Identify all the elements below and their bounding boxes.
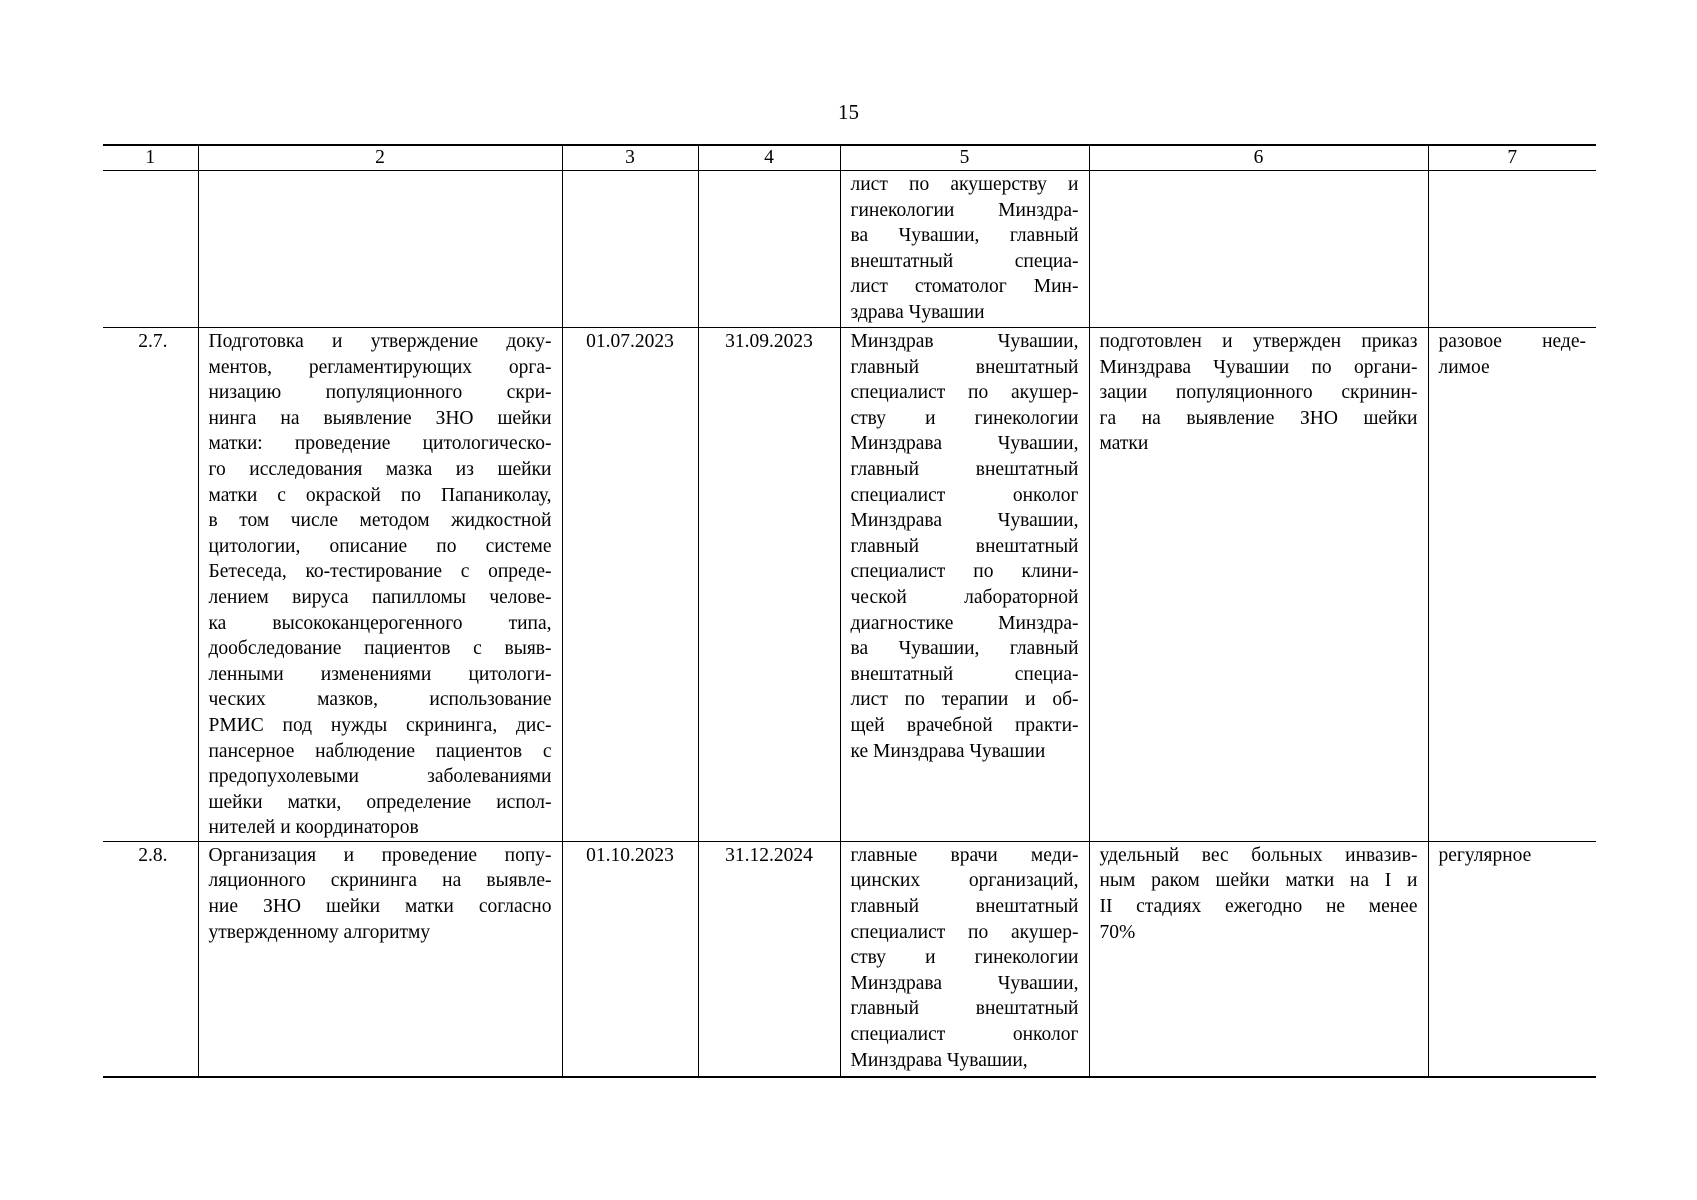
cell-line: предопухолевыми заболеваниями <box>208 766 552 788</box>
column-number: 5 <box>840 145 1089 171</box>
column-number: 3 <box>562 145 698 171</box>
column-number: 4 <box>698 145 840 171</box>
cell-line: Минздрава Чувашии, <box>850 433 1079 455</box>
end-date-cell <box>698 841 840 1077</box>
type-cell <box>1428 328 1596 842</box>
cell-line: Бетеседа, ко-тестирование с опреде- <box>208 561 552 583</box>
cell-line: ние ЗНО шейки матки согласно <box>208 896 552 918</box>
cell-line: главный внештатный <box>850 998 1079 1020</box>
cell-line: специалист по клини- <box>850 561 1079 583</box>
cell-line: главный внештатный <box>850 535 1079 557</box>
cell-line: удельный вес больных инвазив- <box>1099 844 1418 866</box>
cell-line: лимое <box>1438 356 1490 378</box>
event-cell <box>198 841 562 1077</box>
cell-line: специалист онколог <box>850 484 1079 506</box>
table-row <box>103 328 1596 842</box>
cell-line: утвержденному алгоритму <box>208 921 431 943</box>
column-number: 7 <box>1428 145 1596 171</box>
cell-line: нителей и координаторов <box>208 817 419 839</box>
cell-line: лист стоматолог Мин- <box>850 276 1079 298</box>
cell-text <box>699 171 840 172</box>
cell-line: ка высококанцерогенного типа, <box>208 612 552 634</box>
cell-line: шейки матки, определение испол- <box>208 791 552 813</box>
cell-line: га на выявление ЗНО шейки <box>1099 407 1418 429</box>
cell-line: нинга на выявление ЗНО шейки <box>208 407 552 429</box>
cell-line: лист по терапии и об- <box>850 689 1079 711</box>
page-number: 15 <box>838 100 859 124</box>
cell-line: Минздрав Чувашии, <box>850 331 1079 352</box>
cell-text <box>563 171 698 172</box>
cell-text: 01.07.2023 <box>586 331 674 352</box>
cell-line: ству и гинекологии <box>850 947 1079 969</box>
cell-line: главный внештатный <box>850 896 1079 918</box>
start-date-cell <box>562 328 698 842</box>
column-number-row <box>103 145 1596 171</box>
end-date-cell <box>698 328 840 842</box>
cell-line: регулярное <box>1438 844 1532 866</box>
cell-line: ческих мазков, использование <box>208 689 552 711</box>
cell-line: главный внештатный <box>850 458 1079 480</box>
cell-text: 2.8. <box>138 844 168 866</box>
cell-text: 01.10.2023 <box>586 844 674 866</box>
cell-line: Подготовка и утверждение доку- <box>208 331 552 352</box>
responsible-cell <box>840 171 1089 328</box>
cell-line: лист по акушерству и <box>850 174 1079 195</box>
cell-line: специалист по акушер- <box>850 921 1079 943</box>
cell-line: зации популяционного скринин- <box>1099 382 1418 404</box>
cell-text: 2.7. <box>138 331 168 352</box>
table-row <box>103 841 1596 1077</box>
cell-line: здрава Чувашии <box>850 301 985 323</box>
cell-line: го исследования мазка из шейки <box>208 458 552 480</box>
cell-line: подготовлен и утвержден приказ <box>1099 331 1418 352</box>
cell-line: щей врачебной практи- <box>850 714 1079 736</box>
cell-line: цитологии, описание по системе <box>208 535 552 557</box>
cell-line: ным раком шейки матки на I и <box>1099 870 1418 892</box>
column-number: 1 <box>103 145 198 171</box>
cell-line: внештатный специа- <box>850 250 1079 272</box>
cell-line: ляционного скрининга на выявле- <box>208 870 552 892</box>
cell-text: 31.09.2023 <box>725 331 813 352</box>
cell-line: ству и гинекологии <box>850 407 1079 429</box>
start-date-cell <box>562 171 698 328</box>
cell-line: ленными изменениями цитологи- <box>208 663 552 685</box>
cell-line: 70% <box>1099 921 1136 943</box>
cell-line: специалист по акушер- <box>850 382 1079 404</box>
cell-line: диагностике Минздра- <box>850 612 1079 634</box>
result-cell <box>1089 841 1428 1077</box>
cell-line: II стадиях ежегодно не менее <box>1099 896 1418 918</box>
cell-line: Минздрава Чувашии, <box>850 1049 1028 1071</box>
result-cell <box>1089 171 1428 328</box>
cell-line: ческой лабораторной <box>850 586 1079 608</box>
cell-line: гинекологии Минздра- <box>850 199 1079 221</box>
cell-line: пансерное наблюдение пациентов с <box>208 740 552 762</box>
row-number-cell <box>103 171 198 328</box>
row-number-cell <box>103 841 198 1077</box>
start-date-cell <box>562 841 698 1077</box>
cell-line: разовое неде- <box>1438 331 1586 352</box>
cell-text: 31.12.2024 <box>725 844 813 866</box>
cell-line: дообследование пациентов с выяв- <box>208 638 552 660</box>
cell-line: в том числе методом жидкостной <box>208 510 552 532</box>
cell-line: главные врачи меди- <box>850 844 1079 866</box>
cell-line: матки <box>1099 433 1149 455</box>
cell-line: РМИС под нужды скрининга, дис- <box>208 714 552 736</box>
event-cell <box>198 328 562 842</box>
plan-table <box>103 144 1596 1078</box>
cell-line: Организация и проведение попу- <box>208 844 552 866</box>
row-number-cell <box>103 328 198 842</box>
cell-line: матки: проведение цитологическо- <box>208 433 552 455</box>
cell-line: Минздрава Чувашии, <box>850 972 1079 994</box>
column-number: 6 <box>1089 145 1428 171</box>
end-date-cell <box>698 171 840 328</box>
cell-line: специалист онколог <box>850 1024 1079 1046</box>
type-cell <box>1428 841 1596 1077</box>
cell-line: ке Минздрава Чувашии <box>850 740 1046 762</box>
cell-line: низацию популяционного скри- <box>208 382 552 404</box>
cell-line: внештатный специа- <box>850 663 1079 685</box>
cell-text <box>103 171 198 172</box>
cell-line: ва Чувашии, главный <box>850 638 1079 660</box>
cell-line: главный внештатный <box>850 356 1079 378</box>
cell-line: матки с окраской по Папаниколау, <box>208 484 552 506</box>
cell-line: цинских организаций, <box>850 870 1079 892</box>
cell-line: ментов, регламентирующих орга- <box>208 356 552 378</box>
responsible-cell <box>840 328 1089 842</box>
cell-line: Минздрава Чувашии, <box>850 510 1079 532</box>
column-number: 2 <box>198 145 562 171</box>
type-cell <box>1428 171 1596 328</box>
result-cell <box>1089 328 1428 842</box>
responsible-cell <box>840 841 1089 1077</box>
cell-line: ва Чувашии, главный <box>850 225 1079 247</box>
cell-line: Минздрава Чувашии по органи- <box>1099 356 1418 378</box>
event-cell <box>198 171 562 328</box>
table-row <box>103 171 1596 328</box>
cell-line: лением вируса папилломы челове- <box>208 586 552 608</box>
